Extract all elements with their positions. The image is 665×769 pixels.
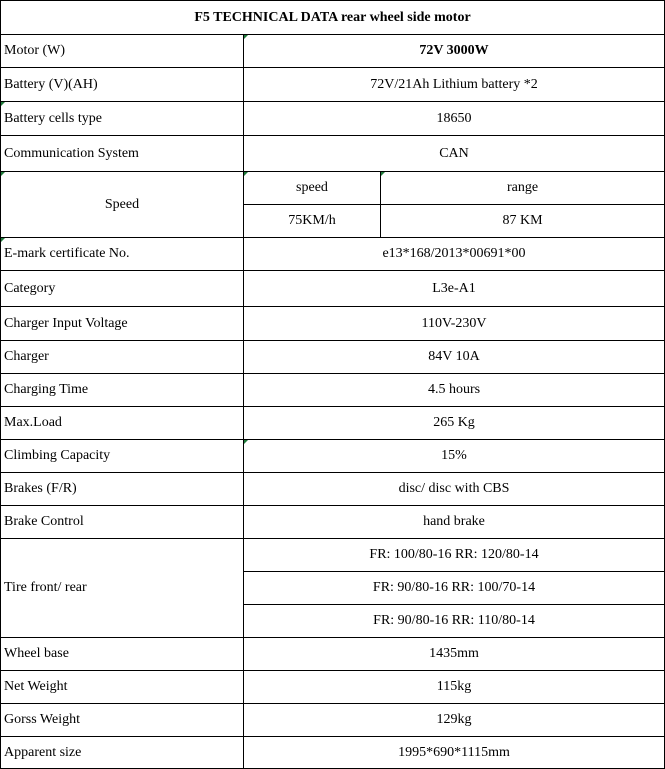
table-row	[1, 737, 665, 769]
row-value: 18650	[244, 102, 665, 136]
row-value: 115kg	[244, 671, 665, 704]
speed-header: speed	[244, 172, 381, 205]
row-label: Charging Time	[1, 374, 244, 407]
table-row	[1, 506, 665, 539]
row-label: Wheel base	[1, 638, 244, 671]
row-value: 4.5 hours	[244, 374, 665, 407]
row-label: Gorss Weight	[1, 704, 244, 737]
row-label: Category	[1, 271, 244, 307]
row-label: Battery cells type	[1, 102, 244, 136]
speed-value: 75KM/h	[244, 205, 381, 238]
table-row	[1, 671, 665, 704]
tire-option: FR: 90/80-16 RR: 110/80-14	[244, 605, 665, 638]
speed-label: Speed	[1, 172, 244, 238]
table-row	[1, 638, 665, 671]
tire-label: Tire front/ rear	[1, 539, 244, 638]
row-value: 265 Kg	[244, 407, 665, 440]
row-value: 129kg	[244, 704, 665, 737]
speed-row	[1, 172, 665, 205]
row-value: 15%	[244, 440, 665, 473]
tire-option: FR: 90/80-16 RR: 100/70-14	[244, 572, 665, 605]
table-row	[1, 102, 665, 136]
row-label: Climbing Capacity	[1, 440, 244, 473]
tire-option: FR: 100/80-16 RR: 120/80-14	[244, 539, 665, 572]
table-row	[1, 704, 665, 737]
table-row	[1, 136, 665, 172]
range-value: 87 KM	[381, 205, 665, 238]
table-row	[1, 68, 665, 102]
table-row	[1, 307, 665, 341]
table-row	[1, 35, 665, 68]
row-value: L3e-A1	[244, 271, 665, 307]
row-label: Brakes (F/R)	[1, 473, 244, 506]
table-row	[1, 473, 665, 506]
table-title: F5 TECHNICAL DATA rear wheel side motor	[1, 1, 665, 35]
title-row	[1, 1, 665, 35]
row-label: Charger	[1, 341, 244, 374]
table-row	[1, 238, 665, 271]
table-row	[1, 374, 665, 407]
row-value: 84V 10A	[244, 341, 665, 374]
row-value: hand brake	[244, 506, 665, 539]
tire-row	[1, 539, 665, 572]
row-value: 72V/21Ah Lithium battery *2	[244, 68, 665, 102]
row-value: disc/ disc with CBS	[244, 473, 665, 506]
row-value: 72V 3000W	[244, 35, 665, 68]
row-value: CAN	[244, 136, 665, 172]
table-row	[1, 271, 665, 307]
row-label: Battery (V)(AH)	[1, 68, 244, 102]
row-value: 1435mm	[244, 638, 665, 671]
table-row	[1, 407, 665, 440]
row-label: Brake Control	[1, 506, 244, 539]
row-label: Charger Input Voltage	[1, 307, 244, 341]
row-label: Max.Load	[1, 407, 244, 440]
row-value: 110V-230V	[244, 307, 665, 341]
table-row	[1, 341, 665, 374]
table-row	[1, 440, 665, 473]
row-label: Communication System	[1, 136, 244, 172]
row-label: Net Weight	[1, 671, 244, 704]
row-label: Apparent size	[1, 737, 244, 769]
row-value: e13*168/2013*00691*00	[244, 238, 665, 271]
row-label: E-mark certificate No.	[1, 238, 244, 271]
row-label: Motor (W)	[1, 35, 244, 68]
row-value: 1995*690*1115mm	[244, 737, 665, 769]
range-header: range	[381, 172, 665, 205]
